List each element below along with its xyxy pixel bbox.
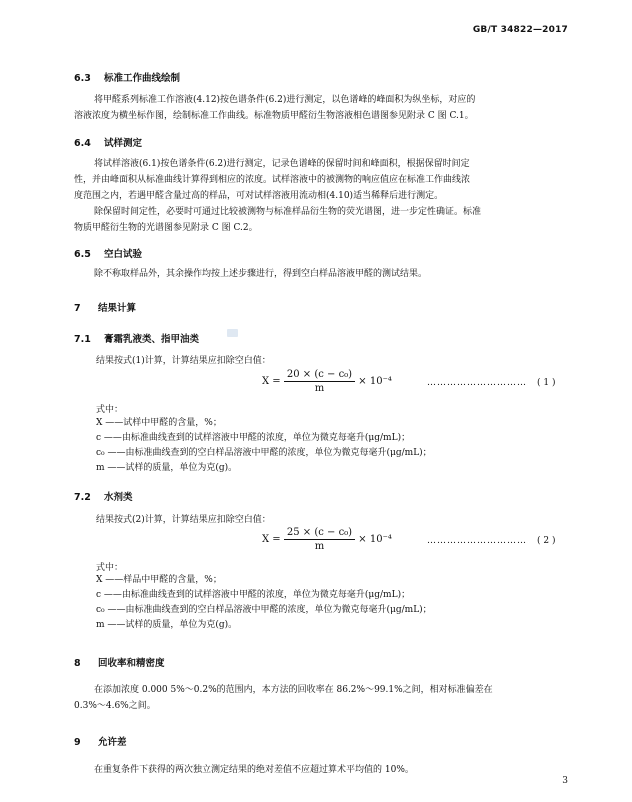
where-label: 式中： xyxy=(96,563,124,573)
page-number: 3 xyxy=(562,776,568,786)
paragraph-line: 物质甲醛衍生物的光谱图参见附录 C 图 C.2。 xyxy=(74,223,258,233)
section-number: 7.2 xyxy=(74,492,91,503)
formula-lhs: X = xyxy=(262,534,281,545)
paragraph-line: 在重复条件下获得的两次独立测定结果的绝对差值不应超过算术平均值的 10%。 xyxy=(94,765,414,775)
section-7-heading xyxy=(74,300,136,314)
paragraph-line: 度范围之内，若遇甲醛含量过高的样品，可对试样溶液用流动相(4.10)适当稀释后进行测定。 xyxy=(74,191,444,201)
formula-rhs: × 10⁻⁴ xyxy=(358,376,392,387)
section-number: 9 xyxy=(74,737,81,748)
formula-leader: ………………………… xyxy=(427,378,527,388)
variable-definition: X ——样品中甲醛的含量，%； xyxy=(96,575,222,585)
formula-numerator: 20 × (c − c₀) xyxy=(284,368,355,382)
variable-definition: c ——由标准曲线查到的试样溶液中甲醛的浓度，单位为微克每毫升(μg/mL)； xyxy=(96,590,411,600)
variable-definition: c ——由标准曲线查到的试样溶液中甲醛的浓度，单位为微克每毫升(μg/mL)； xyxy=(96,433,411,443)
formula-denominator: m xyxy=(314,541,325,552)
section-title: 水剂类 xyxy=(104,492,133,503)
section-6-4-paragraph xyxy=(74,156,568,236)
paragraph-line: 性，并由峰面积从标准曲线计算得到相应的浓度。试样溶液中的被测物的响应值应在标准工作曲线浓 xyxy=(74,175,471,185)
formula-fraction xyxy=(284,526,355,553)
section-7-1-heading xyxy=(74,331,199,345)
variable-list xyxy=(96,416,432,476)
section-6-3-heading xyxy=(74,70,180,84)
section-title: 允许差 xyxy=(98,737,127,748)
paragraph-line: 除保留时间定性，必要时可通过比较被测物与标准样品衍生物的荧光谱图，进一步定性确证。标准 xyxy=(94,207,482,217)
section-9-heading xyxy=(74,734,127,748)
section-number: 7.1 xyxy=(74,334,91,345)
section-number: 7 xyxy=(74,303,81,314)
paragraph-line: 溶液浓度为横坐标作图，绘制标准工作曲线。标准物质甲醛衍生物溶液相色谱图参见附录 C 图 C.1。 xyxy=(74,111,474,121)
section-6-3-paragraph xyxy=(74,92,568,124)
section-6-5-heading xyxy=(74,246,142,260)
formula-intro: 结果按式(1)计算，计算结果应扣除空白值： xyxy=(96,356,271,366)
paragraph-line: 除不称取样品外，其余操作均按上述步骤进行，得到空白样品溶液甲醛的测试结果。 xyxy=(94,269,428,279)
section-number: 6.4 xyxy=(74,138,91,149)
standard-number: GB/T 34822—2017 xyxy=(472,25,568,35)
section-8-paragraph xyxy=(74,682,568,714)
variable-definition: m ——试样的质量，单位为克(g)。 xyxy=(96,463,238,473)
paragraph-line: 在添加浓度 0.000 5%～0.2%的范围内，本方法的回收率在 86.2%～99.1%之间，相对标准偏差在 xyxy=(94,685,493,695)
section-title: 空白试验 xyxy=(104,249,143,260)
paragraph-line: 0.3%～4.6%之间。 xyxy=(74,701,156,711)
section-6-5-paragraph xyxy=(74,266,568,282)
formula-intro: 结果按式(2)计算，计算结果应扣除空白值： xyxy=(96,515,271,525)
section-title: 结果计算 xyxy=(98,303,137,314)
variable-definition: c₀ ——由标准曲线查到的空白样品溶液中甲醛的浓度，单位为微克每毫升(μg/mL)； xyxy=(96,448,432,458)
variable-definition: c₀ ——由标准曲线查到的空白样品溶液中甲醛的浓度，单位为微克每毫升(μg/mL)； xyxy=(96,605,432,615)
formula-denominator: m xyxy=(314,383,325,394)
formula-leader: ………………………… xyxy=(427,536,527,546)
section-7-2-heading xyxy=(74,489,133,503)
where-label: 式中： xyxy=(96,405,124,415)
formula-lhs: X = xyxy=(262,376,281,387)
section-number: 6.5 xyxy=(74,249,91,260)
section-8-heading xyxy=(74,655,165,669)
section-title: 标准工作曲线绘制 xyxy=(104,73,181,84)
formula-numerator: 25 × (c − c₀) xyxy=(284,526,355,540)
section-number: 8 xyxy=(74,658,81,669)
section-title: 回收率和精密度 xyxy=(98,658,165,669)
formula-number: ( 2 ) xyxy=(537,536,556,546)
section-title: 膏霜乳液类、指甲油类 xyxy=(104,334,200,345)
formula-rhs: × 10⁻⁴ xyxy=(358,534,392,545)
section-title: 试样测定 xyxy=(104,138,143,149)
formula-fraction xyxy=(284,368,355,395)
paragraph-line: 将甲醛系列标准工作溶液(4.12)按色谱条件(6.2)进行测定，以色谱峰的峰面积为纵坐标，对应的 xyxy=(94,95,476,105)
section-6-4-heading xyxy=(74,135,142,149)
formula-number: ( 1 ) xyxy=(537,378,556,388)
scan-mark xyxy=(227,329,238,337)
paragraph-line: 将试样溶液(6.1)按色谱条件(6.2)进行测定，记录色谱峰的保留时间和峰面积，根据保留时间定 xyxy=(94,159,470,169)
variable-definition: m ——试样的质量，单位为克(g)。 xyxy=(96,620,238,630)
formula-2 xyxy=(262,526,392,553)
section-number: 6.3 xyxy=(74,73,91,84)
section-9-paragraph xyxy=(74,762,568,778)
formula-1 xyxy=(262,368,392,395)
variable-list xyxy=(96,573,432,633)
variable-definition: X ——试样中甲醛的含量，%； xyxy=(96,418,222,428)
